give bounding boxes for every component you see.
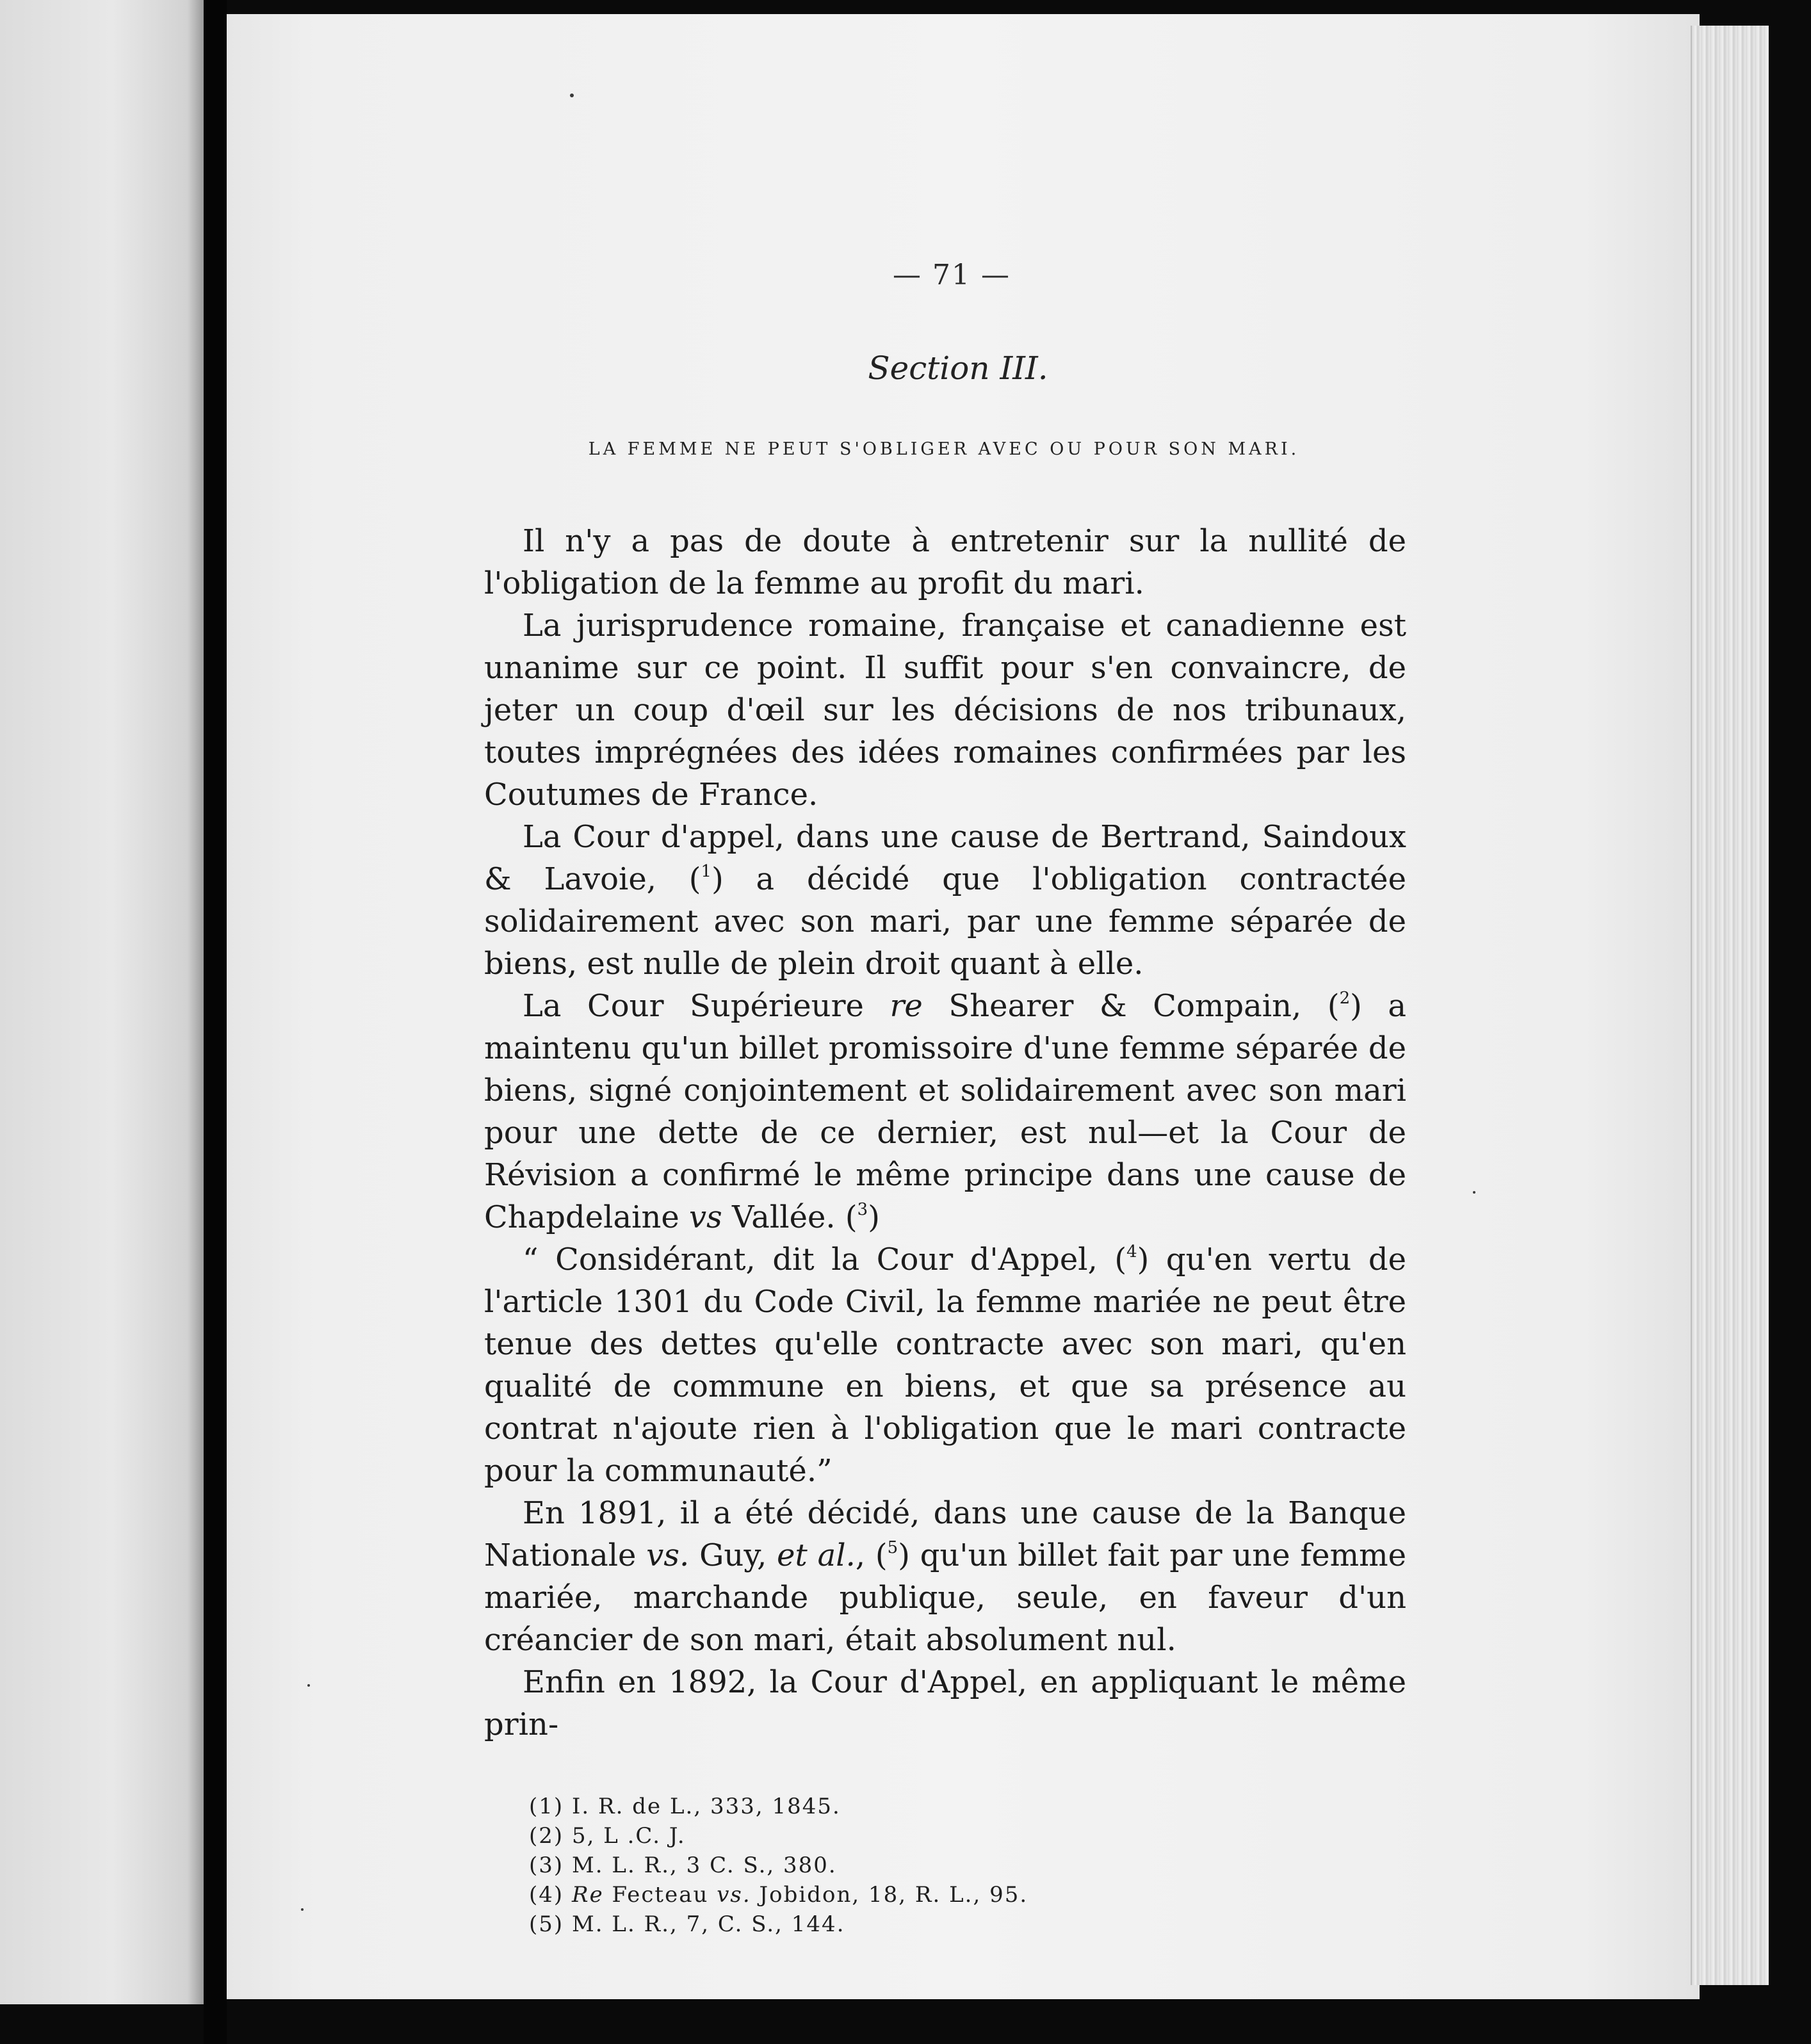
footnote [529,1880,1406,1910]
footnote-text: M. L. R., 7, C. S., 144. [571,1911,845,1937]
footnote-text: Jobidon, 18, R. L., 95. [759,1882,1028,1908]
book-gutter [204,0,227,2044]
dust-speck [1473,1191,1475,1194]
dust-speck [301,1908,304,1911]
footnote-ref: 1 [701,862,712,881]
page-text-block [484,256,1406,1939]
body-text [484,520,1406,1746]
paragraph: La Cour Supérieure re Shearer & Compain, ($^2$) a maintenu qu'un billet promissoire d'une femme séparée de biens, signé conjointement et solidairement avec son mari pour une dette de ce dernier, est nul—et la Cour de Révision a confirmé le même principe dans une cause de Chapdelaine vs Vallée. ($^3$) [484,988,1406,1235]
paragraph: La Cour d'appel, dans une cause de Bertrand, Saindoux & Lavoie, ($^1$) a décidé que l'obligation contractée solidairement avec son mari, par une femme séparée de biens, est nulle de plein droit quant à elle. [484,819,1406,982]
footnote-ref: 5 [887,1538,898,1557]
dust-speck [570,93,574,97]
paragraph: La jurisprudence romaine, française et canadienne est unanime sur ce point. Il suffit pour s'en convaincre, de jeter un coup d'œil sur les décisions de nos tribunaux, toutes imprégnées des idées romaines confirmées par les Coutumes de France. [484,608,1406,813]
footnote-ref: 3 [857,1200,868,1219]
footnote-mark: (3) [529,1853,564,1878]
dust-speck [307,1684,310,1687]
footnote-text: I. R. de L., 333, 1845. [571,1794,841,1819]
left-page-margin [0,0,204,2004]
paragraph: En 1891, il a été décidé, dans une cause de la Banque Nationale vs. Guy, et al., ($^5$) qu'un billet fait par une femme mariée, marchande publique, seule, en faveur d'un créancier de son mari, était absolument nul. [484,1495,1407,1658]
paragraph: Il n'y a pas de doute à entretenir sur la nullité de l'obligation de la femme au profit du mari. [484,523,1406,601]
footnote-text: Re [571,1882,604,1908]
section-title: Section III. [868,350,1048,387]
footnote-mark: (1) [529,1794,564,1819]
footnote-mark: (5) [529,1911,564,1937]
footnote [529,1851,1406,1880]
footnote-ref: 2 [1339,989,1351,1008]
page-edges [1691,26,1769,1985]
footnote-text: Fecteau [612,1882,709,1908]
footnote-text: M. L. R., 3 C. S., 380. [571,1853,837,1878]
footnote-mark: (2) [529,1823,564,1849]
footnote [529,1821,1406,1851]
footnote-text: vs. [717,1882,751,1908]
footnote [529,1792,1406,1821]
paragraph: Enfin en 1892, la Cour d'Appel, en appliquant le même prin- [484,1664,1406,1742]
footnote-ref: 4 [1126,1242,1137,1261]
footnote-mark: (4) [529,1882,564,1908]
footnotes [529,1792,1406,1939]
paragraph: “ Considérant, dit la Cour d'Appel, ($^4$) qu'en vertu de l'article 1301 du Code Civil, la femme mariée ne peut être tenue des dettes qu'elle contracte avec son mari, qu'en qualité de commune en biens, et que sa présence au contrat n'ajoute rien à l'obligation que le mari contracte pour la communauté.” [484,1242,1406,1489]
footnote-text: 5, L .C. J. [571,1823,686,1849]
section-heading: LA FEMME NE PEUT S'OBLIGER AVEC OU POUR SON MARI. [588,439,1300,459]
page-number: — 71 — [893,259,1011,291]
footnote [529,1910,1406,1939]
